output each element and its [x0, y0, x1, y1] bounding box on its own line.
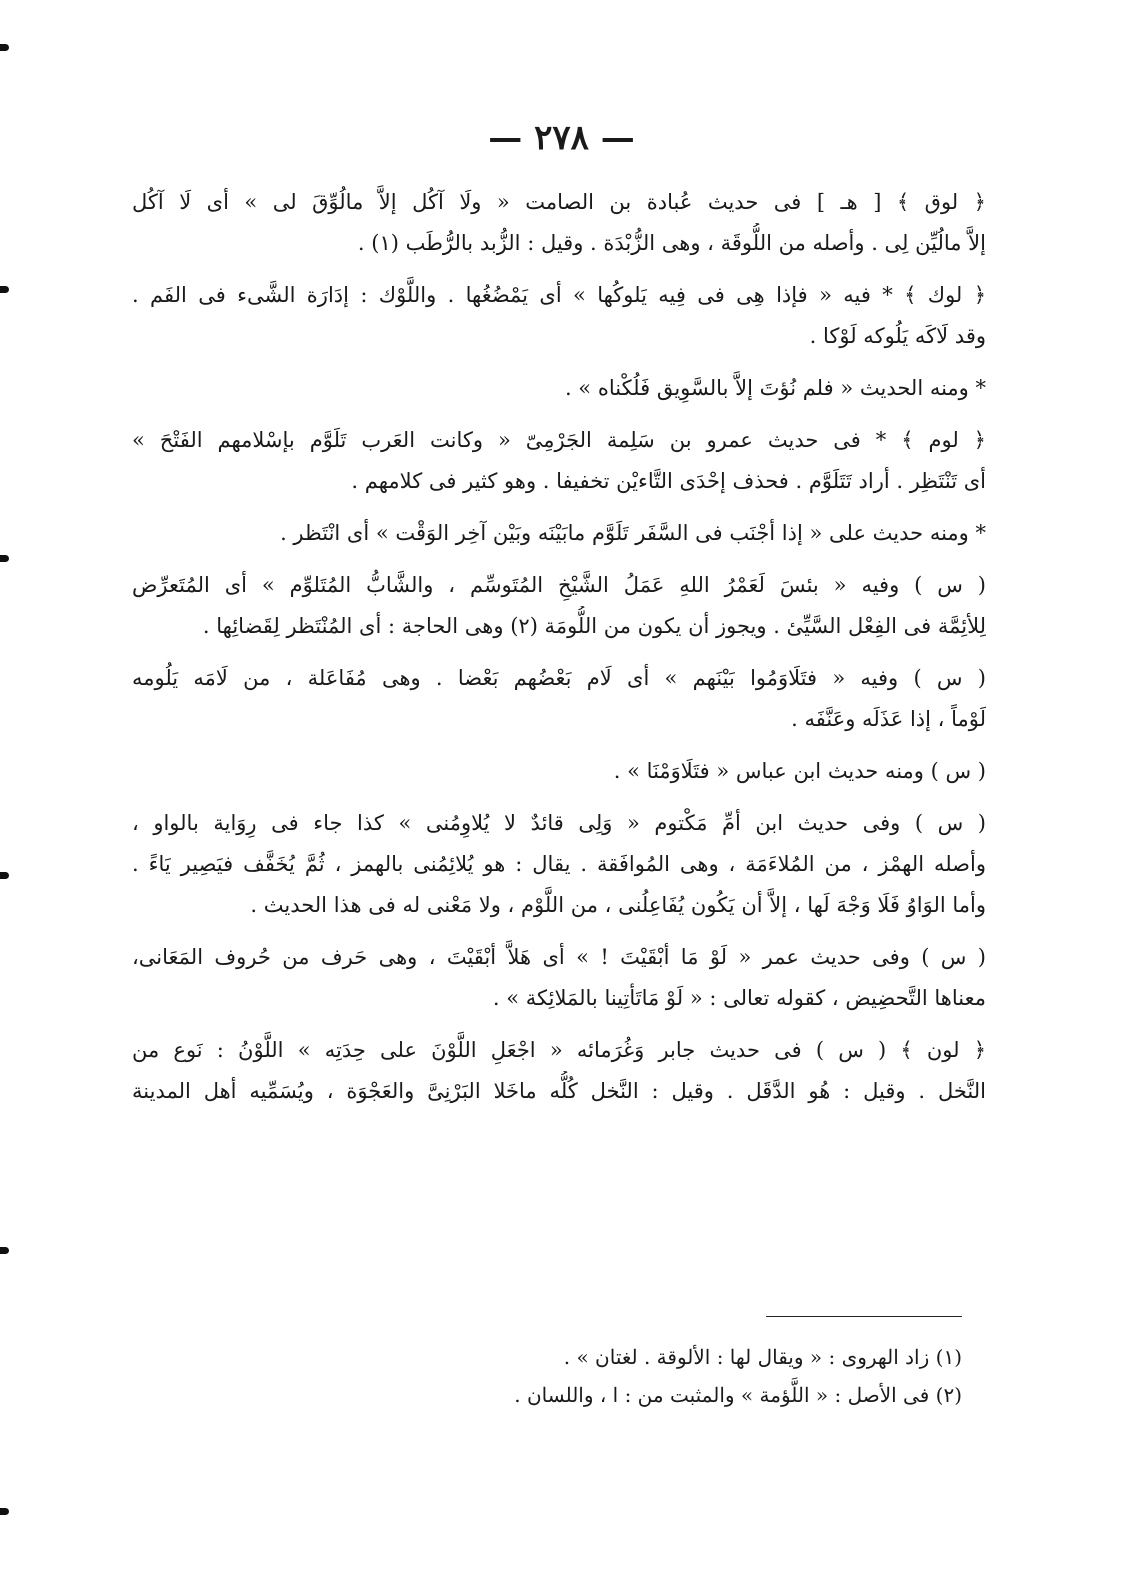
body-text [132, 182, 986, 1123]
text-line: ﴿ لون ﴾ ( س ) فى حديث جابر وَغُرَمائه « اجْعَلِ اللَّوْنَ على حِدَتِه » اللَّوْنُ : نَوع من [132, 1038, 986, 1062]
hadith-paragraph [132, 751, 986, 792]
edge-mark [0, 872, 9, 879]
footnotes [132, 1338, 962, 1414]
footnote-divider [766, 1316, 962, 1317]
hadith-paragraph [132, 368, 986, 409]
entry-luk [132, 275, 986, 357]
text-line: معناها التَّحضِيض ، كقوله تعالى : « لَوْ مَاتَأتِينا بالمَلائِكة » . [492, 986, 986, 1010]
text-line: ( س ) وفى حديث ابن أمِّ مَكْتوم « وَلِى قائدٌ لا يُلاوِمُنى » كذا جاء فى رِوَاية بالواو ، [132, 811, 986, 835]
page-number: — ٢٧٨ — [488, 118, 635, 158]
footnote-2: (٢) فى الأصل : « اللَّؤمة » والمثبت من : ا ، واللسان . [514, 1383, 962, 1407]
text-line: * ومنه الحديث « فلم نُؤتَ إلاَّ بالسَّوِيق فَلُكْناه » . [564, 376, 986, 400]
edge-mark [0, 286, 9, 293]
edge-mark [0, 1508, 9, 1515]
text-line: ( س ) وفيه « بئسَ لَعَمْرُ اللهِ عَمَلُ الشَّيْخِ المُتَوسِّم ، والشَّابُّ المُتَلوِّم » أى المُتَعرِّض [132, 573, 986, 597]
hadith-paragraph [132, 565, 986, 647]
edge-mark [0, 44, 9, 51]
entry-luq [132, 182, 986, 264]
text-line: لَوْماً ، إذا عَذَلَه وعَنَّفَه . [791, 707, 986, 731]
text-line: لِلأئِمَّة فى الفِعْل السَّيِّئ . ويجوز أن يكون من اللُّومَة (٢) وهى الحاجة : أى المُنْتَظر لِقَضائِها . [202, 614, 986, 638]
text-line: وقد لَاكَه يَلُوكه لَوْكا . [809, 324, 986, 348]
text-line: أى تَنْتَظِر . أراد تَتَلَوَّم . فحذف إحْدَى التَّاءيْن تخفيفا . وهو كثير فى كلامهم . [351, 469, 986, 493]
text-line: وأما الوَاوُ فَلَا وَجْهَ لَها ، إلاَّ أن يَكُون يُفَاعِلُنى ، من اللَّوْم ، ولا مَعْنى له فى هذا الحديث . [250, 893, 986, 917]
hadith-paragraph [132, 658, 986, 740]
text-line: ﴿ لوق ﴾ [ هـ ] فى حديث عُبادة بن الصامت « ولَا آكُل إلاَّ مالُوِّقَ لى » أى لَا آكُل [132, 190, 986, 214]
entry-lun [132, 1030, 986, 1112]
edge-mark [0, 555, 9, 562]
entry-lum [132, 420, 986, 502]
text-line: النَّخل . وقيل : هُو الدَّقَل . وقيل : النَّخل كُلُّه ماخَلا البَرْنِىَّ والعَجْوَة ، ويُسَمِّيه أهل المدينة [132, 1079, 986, 1103]
text-line: * ومنه حديث على « إذا أجْنَب فى السَّفَر تَلَوَّم مابَيْنَه وبَيْن آخِر الوَقْت » أى انْتَظر . [280, 521, 986, 545]
text-line: إلاَّ مالُيِّن لِى . وأصله من اللُّوقَة ، وهى الزُّبْدَة . وقيل : الزُّبد بالرُّطَب (١) . [357, 231, 986, 255]
text-line: ( س ) وفى حديث عمر « لَوْ مَا أبْقَيْتَ ! » أى هَلاَّ أبْقَيْتَ ، وهى حَرف من حُروف المَعَانى، [132, 945, 986, 969]
text-line: ( س ) وفيه « فتَلَاوَمُوا بَيْنَهم » أى لَام بَعْضُهم بَعْضا . وهى مُفَاعَلة ، من لَامَه يَلُومه [132, 666, 986, 690]
text-line: ( س ) ومنه حديث ابن عباس « فتَلَاوَمْنَا » . [613, 759, 986, 783]
hadith-paragraph [132, 803, 986, 926]
footnote-1: (١) زاد الهروى : « ويقال لها : الألوقة . لغتان » . [563, 1345, 962, 1369]
hadith-paragraph [132, 937, 986, 1019]
text-line: ﴿ لوك ﴾ * فيه « فإذا هِى فى فِيه يَلوكُها » أى يَمْضُغُها . واللَّوْك : إدَارَة الشَّىء فى الفَم . [132, 283, 986, 307]
edge-mark [0, 1247, 9, 1254]
hadith-paragraph [132, 513, 986, 554]
text-line: وأصله الهمْز ، من المُلاءَمَة ، وهى المُوافَقة . يقال : هو يُلائِمُنى بالهمز ، ثُمَّ يُخَفَّف فيَصِير يَاءً . [132, 852, 986, 876]
text-line: ﴿ لوم ﴾ * فى حديث عمرو بن سَلِمة الجَرْمِىّ « وكانت العَرب تَلَوَّم بإسْلامهم الفَتْحَ » [132, 428, 986, 452]
